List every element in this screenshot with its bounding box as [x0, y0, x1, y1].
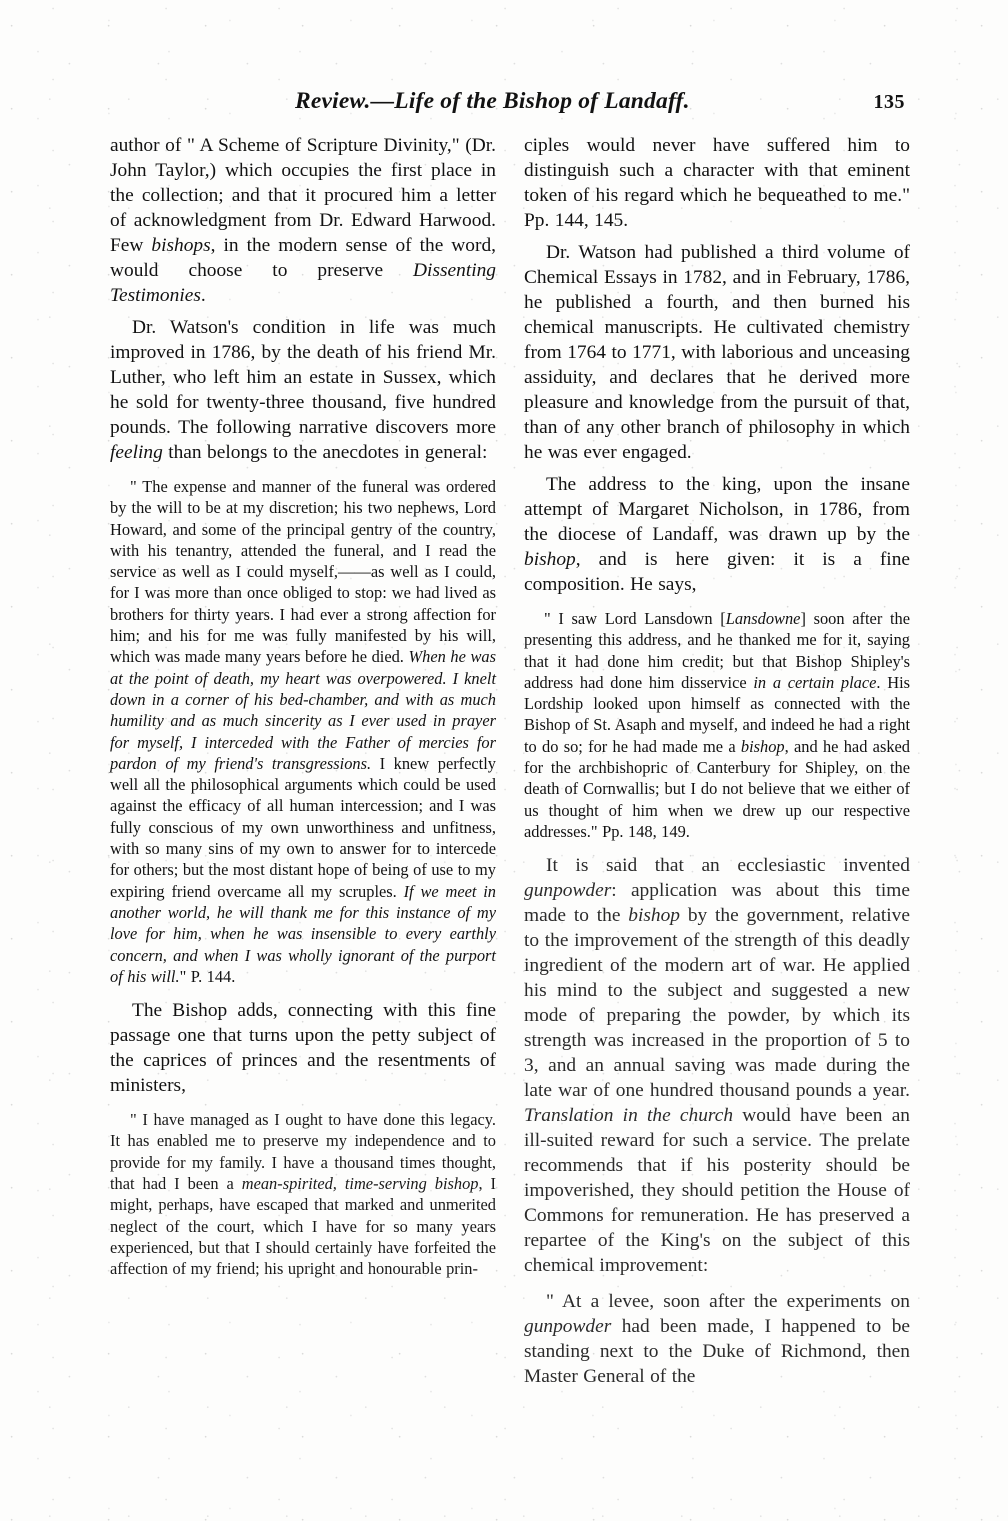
left-column	[110, 133, 496, 1463]
block-quote: " The expense and manner of the funeral was ordered by the will to be at my discretion; his two nephews, Lord Howard, and some of the principal gentry of the country, with his tenantry, attended the funeral, and I read the service as well as I could myself,——as well as I could, for I was more than once obliged to stop: we had lived as brothers for thirty years. I had ever a strong affection for him; and his for me was fully manifested by his will, which was made many years before he died. When he was at the point of death, my heart was overpowered. I knelt down in a corner of his bed-chamber, and with as much humility and as much sincerity as I ever used in prayer for myself, I interceded with the Father of mercies for pardon of my friend's transgressions. I knew perfectly well all the philosophical arguments which could be used against the efficacy of all human intercession; and I was fully conscious of my own unworthiness and unfitness, with so many sins of my own to answer for to intercede for others; but the most distant hope of being of use to my expiring friend overcame all my scruples. If we meet in another world, he will thank me for this instance of my love for him, when he was insensible to every earthly concern, and when I was wholly ignorant of the purport of his will." P. 144.	[110, 477, 497, 986]
right-column	[524, 133, 910, 1463]
paragraph: author of " A Scheme of Scripture Divinity," (Dr. John Taylor,) which occupies the first place in the collection; and that it procured him a letter of acknowledgment from Dr. Edward Harwood. Few bishops, in the modern sense of the word, would choose to preserve Dissenting Testimonies.	[110, 135, 496, 306]
paragraph: Dr. Watson had published a third volume of Chemical Essays in 1782, and in February, 1786, he published a fourth, and then burned his chemical manuscripts. He cultivated chemistry from 1764 to 1771, with laborious and unceasing assiduity, and declares that he derived more pleasure and knowledge from the pursuit of that, than of any other branch of philosophy in which he was ever engaged.	[524, 242, 910, 463]
paragraph: The address to the king, upon the insane attempt of Margaret Nicholson, in 1786, from the diocese of Landaff, was drawn up by the bishop, and is here given: it is a fine composition. He says,	[524, 474, 910, 595]
paragraph: ciples would never have suffered him to distinguish such a character with that eminent token of his regard which he bequeathed to me." Pp. 144, 145.	[524, 135, 910, 231]
page-number: 135	[873, 91, 905, 113]
block-quote: " At a levee, soon after the experiments on gunpowder had been made, I happened to be standing next to the Duke of Richmond, then Master General of the	[524, 1291, 910, 1388]
block-quote: " I saw Lord Lansdown [Lansdowne] soon after the presenting this address, and he thanked me for it, saying that it had done him credit; but that Bishop Shipley's address had done him disservice in a certain place. His Lordship looked upon himself as connected with the Bishop of St. Asaph and myself, and indeed he had a right to do so; for he had made me a bishop, and he had asked for the archbishopric of Canterbury for Shipley, on the death of Cornwallis; but I do not believe that we either of us thought of him when we drew up our respective addresses." Pp. 148, 149.	[524, 609, 911, 841]
paragraph: Dr. Watson's condition in life was much improved in 1786, by the death of his friend Mr. Luther, who left him an estate in Sussex, which he sold for twenty-three thousand, five hundred pounds. The following narrative discovers more feeling than belongs to the anecdotes in general:	[110, 317, 496, 463]
paragraph: It is said that an ecclesiastic invented gunpowder: application was about this time made to the bishop by the government, relative to the improvement of the strength of this deadly ingredient of the modern art of war. He applied his mind to the subject and suggested a new mode of preparing the powder, by which its strength was increased in the proportion of 5 to 3, and an annual saving was made during the late war of one hundred thousand pounds a year. Translation in the church would have been an ill-suited reward for such a service. The prelate recommends that if his posterity should be impoverished, they should petition the House of Commons for remuneration. He has preserved a repartee of the King's on the subject of this chemical improvement:	[524, 855, 910, 1277]
page-header	[110, 88, 905, 122]
two-column-text-body	[110, 133, 910, 1463]
paragraph: The Bishop adds, connecting with this fine passage one that turns upon the petty subject of the caprices of princes and the resentments of ministers,	[110, 1000, 496, 1097]
running-head-title: Review.—Life of the Bishop of Landaff.	[295, 88, 690, 114]
block-quote: " I have managed as I ought to have done this legacy. It has enabled me to preserve my independence and to provide for my family. I have a thousand times thought, that had I been a mean-spirited, time-serving bishop, I might, perhaps, have escaped that marked and unmerited neglect of the court, which I have for so many years experienced, but that I should certainly have forfeited the affection of my friend; his upright and honourable prin-	[110, 1110, 497, 1279]
